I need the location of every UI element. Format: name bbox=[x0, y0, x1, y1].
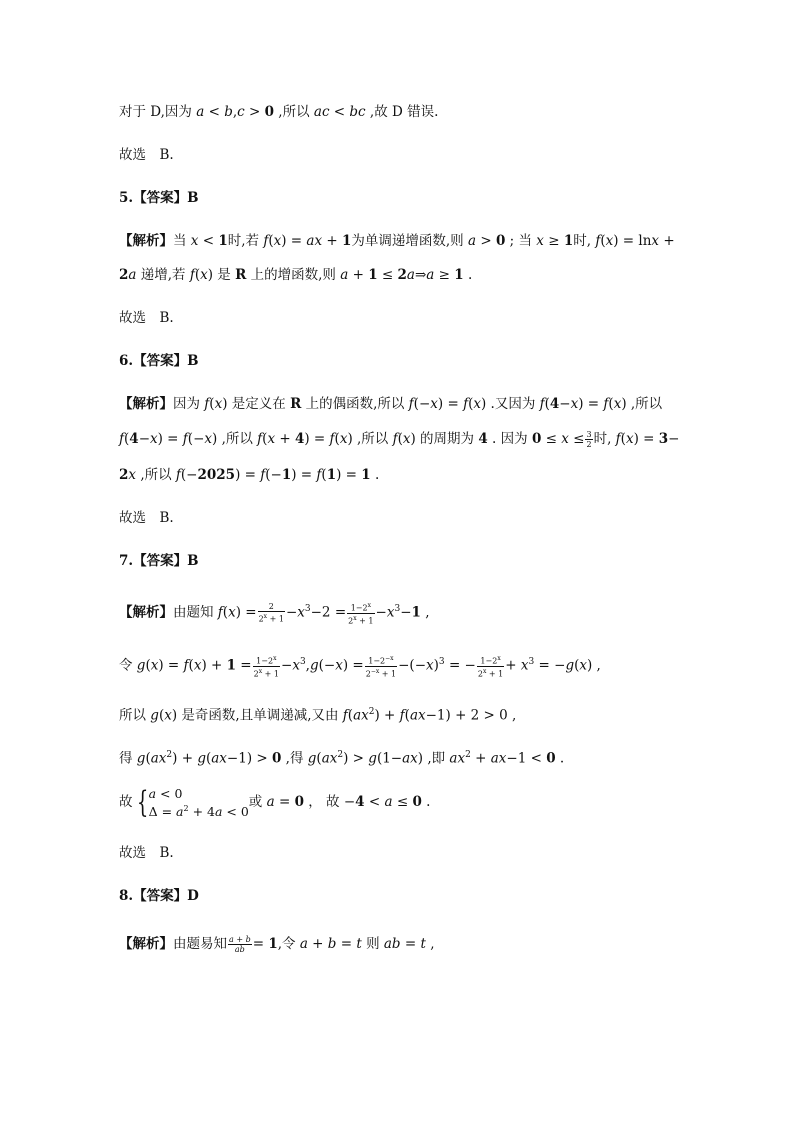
text-line: 所以 g(x) 是奇函数,且单调递减,又由 $f(ax^2) + f(ax-1) + 2 > 0$ , bbox=[119, 707, 517, 724]
text-line: 得 $g(ax^2) + g(ax-1) > 0$ ,得 $g(ax^2) > g(1-ax)$ ,即 $ax^2 + ax-1 < 0$ . bbox=[119, 750, 565, 767]
answer-heading-6: 6.【答案】B bbox=[119, 353, 199, 369]
text-line: 【解析】由题易知 $\frac{a + b}{ab}$ = 1,令 a + b = t 则 ab = t , bbox=[119, 935, 435, 954]
text-line: 2x ,所以 f(−2025) = f(−1) = f(1) = 1 . bbox=[119, 467, 380, 483]
text-line: 故选 B. bbox=[119, 147, 174, 163]
text-line: f(4−x) = f(−x) ,所以 f(x + 4) = f(x) ,所以 f(x) 的周期为 4 . 因为 0 ≤ x ≤ $\frac{3}{2}$ 时, f(x) = 3− bbox=[119, 430, 680, 449]
text-line: 【解析】因为 f(x) 是定义在 R 上的偶函数,所以 f(−x) = f(x) .又因为 f(4−x) = f(x) ,所以 bbox=[119, 396, 663, 412]
text-line: 对于 D,因为 a < b,c > 0 ,所以 ac < bc ,故 D 错误. bbox=[119, 104, 439, 120]
text-line: 故选 B. bbox=[119, 310, 174, 326]
text-line: 【解析】当 x < 1时,若 f(x) = ax + 1为单调递增函数,则 a > 0 ; 当 x ≥ 1时, f(x) = lnx + bbox=[119, 233, 675, 249]
answer-heading-7: 7.【答案】B bbox=[119, 553, 199, 569]
text-line: 故 { a < 0 $\Delta = a^2 + 4a < 0$ 或 a = 0 ， 故 −4 < a ≤ 0 . bbox=[119, 784, 431, 820]
text-line: 【解析】由题知 f(x) = $\frac{2}{2^x + 1}$ $-x^3-2$ = $\frac{1-2^x}{2^x + 1}$ $-x^3-1$ , bbox=[119, 601, 430, 626]
text-line: 令 g(x) = f(x) + 1 = $\frac{1-2^x}{2^x + 1}$ $-x^3,g(-x)$ = $\frac{1-2^{-x}}{2^{-x} + 1}$ $-(-x)^3$ = − $\frac{1-2^x}{2^x + 1}$ + $x^3 = -g(x)$ , bbox=[119, 654, 601, 679]
text-line: 2a 递增,若 f(x) 是 R 上的增函数,则 a + 1 ≤ 2a⇒a ≥ 1 . bbox=[119, 267, 473, 283]
text-line: 故选 B. bbox=[119, 845, 174, 861]
answer-heading-5: 5.【答案】B bbox=[119, 190, 199, 206]
answer-heading-8: 8.【答案】D bbox=[119, 888, 199, 904]
text-line: 故选 B. bbox=[119, 510, 174, 526]
